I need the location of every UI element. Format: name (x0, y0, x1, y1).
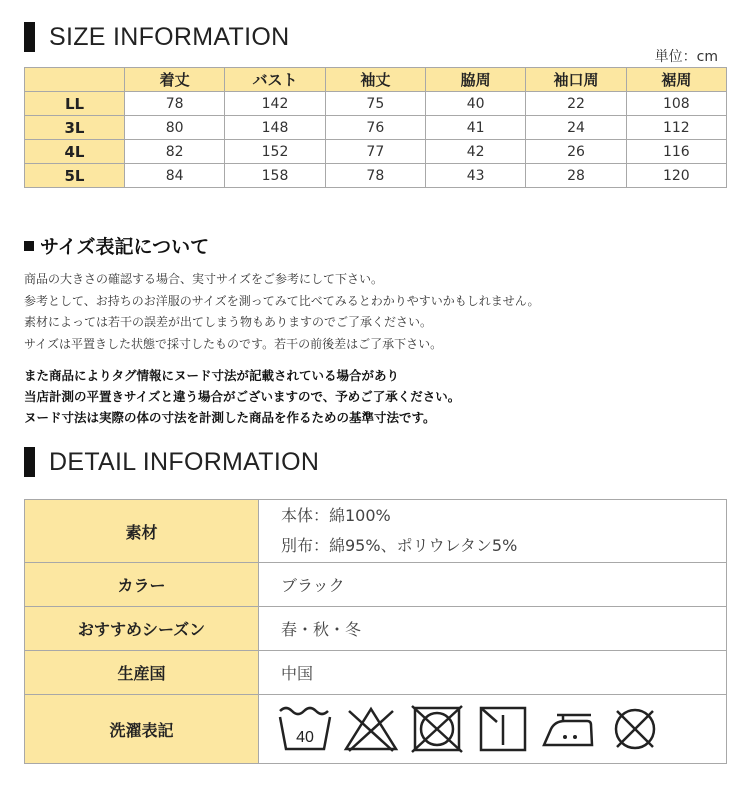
wash-40-icon (277, 705, 333, 753)
section-bar (24, 447, 35, 477)
size-col-header: 裾周 (626, 68, 726, 92)
iron-medium-icon (541, 705, 597, 753)
table-row (25, 116, 727, 140)
note-bold-line: 当店計測の平置きサイズと違う場合がございますので、予めご了承ください。 (24, 389, 461, 404)
size-cell: 76 (325, 116, 425, 140)
detail-label-care: 洗濯表記 (25, 695, 259, 764)
table-row (25, 695, 727, 764)
detail-label-color: カラー (25, 563, 259, 607)
notes-body (24, 269, 540, 355)
size-table (24, 67, 727, 188)
table-row (25, 140, 727, 164)
size-cell: 84 (125, 164, 225, 188)
detail-label-material: 素材 (25, 500, 259, 563)
size-cell: 75 (325, 92, 425, 116)
size-cell: 77 (325, 140, 425, 164)
size-table-corner (25, 68, 125, 92)
no-dry-clean-icon (607, 705, 663, 753)
detail-value-material (259, 500, 727, 563)
table-row (25, 563, 727, 607)
note-line: 商品の大きさの確認する場合、実寸サイズをご参考にして下さい。 (24, 272, 384, 286)
note-bold-line: ヌード寸法は実際の体の寸法を計測した商品を作るための基準寸法です。 (24, 410, 436, 425)
notes-heading-text: サイズ表記について (40, 236, 210, 258)
size-cell: 148 (225, 116, 325, 140)
size-cell: 80 (125, 116, 225, 140)
material-line: 別布：綿95%、ポリウレタン5% (281, 536, 518, 555)
wash-temp-text: 40 (296, 729, 314, 746)
size-cell: 78 (325, 164, 425, 188)
size-section-title-text: SIZE INFORMATION (49, 22, 290, 51)
size-cell: 78 (125, 92, 225, 116)
size-cell: 41 (425, 116, 525, 140)
material-line: 本体：綿100% (281, 506, 391, 525)
size-col-header: 脇周 (425, 68, 525, 92)
detail-section-title-text: DETAIL INFORMATION (49, 447, 320, 476)
size-row-label: 3L (25, 116, 125, 140)
size-table-header-row (25, 68, 727, 92)
size-cell: 24 (526, 116, 626, 140)
size-cell: 22 (526, 92, 626, 116)
size-cell: 152 (225, 140, 325, 164)
size-cell: 40 (425, 92, 525, 116)
note-line: 参考として、お持ちのお洋服のサイズを測ってみて比べてみるとわかりやすいかもしれません。 (24, 293, 540, 308)
size-row-label: 5L (25, 164, 125, 188)
line-dry-icon (475, 705, 531, 753)
detail-table (24, 499, 727, 764)
notes-bold-body (24, 365, 460, 428)
size-col-header: バスト (225, 68, 325, 92)
care-icons (277, 705, 726, 753)
size-cell: 116 (626, 140, 726, 164)
table-row (25, 92, 727, 116)
no-tumble-dry-icon (409, 705, 465, 753)
note-line: サイズは平置きした状態で採寸したものです。若干の前後差はご了承下さい。 (24, 336, 443, 351)
size-cell: 112 (626, 116, 726, 140)
size-cell: 120 (626, 164, 726, 188)
size-cell: 142 (225, 92, 325, 116)
size-row-label: LL (25, 92, 125, 116)
size-col-header: 袖丈 (325, 68, 425, 92)
size-cell: 158 (225, 164, 325, 188)
square-bullet-icon (24, 241, 34, 251)
table-row (25, 607, 727, 651)
note-bold-line: また商品によりタグ情報にヌード寸法が記載されている場合があり (24, 368, 400, 383)
no-bleach-icon (343, 705, 399, 753)
table-row (25, 500, 727, 563)
size-col-header: 着丈 (125, 68, 225, 92)
section-bar (24, 22, 35, 52)
size-cell: 82 (125, 140, 225, 164)
size-cell: 108 (626, 92, 726, 116)
size-cell: 42 (425, 140, 525, 164)
size-cell: 28 (526, 164, 626, 188)
detail-value-season: 春・秋・冬 (259, 607, 727, 651)
size-section-title (24, 21, 289, 53)
detail-value-origin: 中国 (259, 651, 727, 695)
size-cell: 43 (425, 164, 525, 188)
detail-section-title (24, 446, 319, 478)
unit-label: 単位：cm (654, 49, 718, 65)
note-line: 素材によっては若干の誤差が出てしまう物もありますのでご了承ください。 (24, 315, 433, 329)
detail-label-origin: 生産国 (25, 651, 259, 695)
detail-label-season: おすすめシーズン (25, 607, 259, 651)
detail-value-care (259, 695, 727, 764)
detail-value-color: ブラック (259, 563, 727, 607)
size-col-header: 袖口周 (526, 68, 626, 92)
size-row-label: 4L (25, 140, 125, 164)
size-cell: 26 (526, 140, 626, 164)
table-row (25, 651, 727, 695)
table-row (25, 164, 727, 188)
notes-heading (24, 232, 209, 259)
